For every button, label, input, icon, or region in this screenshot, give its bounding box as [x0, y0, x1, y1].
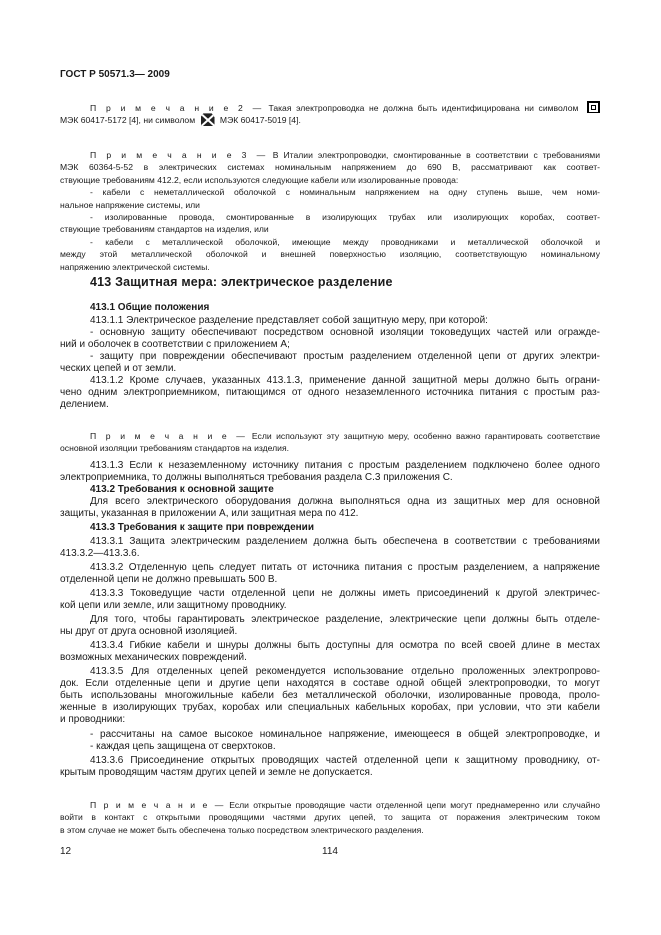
subsection-heading: 413.3 Требования к защите при повреждении	[90, 522, 314, 533]
note-label: П р и м е ч а н и е —	[90, 800, 225, 810]
note-2: П р и м е ч а н и е 2 — Такая электропроводка не должна быть идентифицирована ни символом МЭК 60417-5172 [4], ни символом МЭК 60417-5019 [4].	[60, 101, 600, 127]
crossed-out-symbol-icon	[201, 113, 215, 126]
sheet-number: 114	[322, 846, 338, 857]
note-3: П р и м е ч а н и е 3 — В Италии электропроводки, смонтированные в соответствии с требованиями МЭК 60364-5-52 в электрических системах номинальным напряжением до 690 В, рассматривают как соответ- ствующие требованиям 412.2, если используются следующие кабели или изолированные провода: - кабели с неметаллической оболочкой с номинальным напряжением на одну ступень выше, чем номи- нальное напряжение системы, или - изолированные провода, смонтированные в изолирующих трубах или изолирующих коробах, соответ- ствующие требованиям стандартов на изделия, или - кабели с металлической оболочкой, имеющие между проводниками и металлической оболочкой и между этой металлической оболочкой и внешней поверхностью изоляцию, соответствующую номинальному напряжению электрической системы.	[60, 150, 600, 272]
note-4: П р и м е ч а н и е — Если используют эту защитную меру, особенно важно гарантировать соответствие основной изоляции требованиям стандартов на изделия.	[60, 431, 600, 454]
section-heading: 413 Защитная мера: электрическое разделение	[90, 275, 393, 289]
document-header: ГОСТ Р 50571.3— 2009	[60, 69, 170, 80]
double-insulation-symbol-icon	[587, 101, 600, 113]
note-label: П р и м е ч а н и е 2 —	[90, 103, 264, 113]
subsection-heading: 413.2 Требования к основной защите	[90, 484, 274, 495]
page-number: 12	[60, 846, 72, 857]
subsection-heading: 413.1 Общие положения	[90, 302, 210, 313]
body-block-2: 413.1.3 Если к незаземленному источнику питания с простым разделением подключено более одного электроприемника, то должны выполняться требования раздела С.3 приложения С. 413.2 Требования к основной защите Для всего электрического оборудования должна выполняться одна из защитных мер для основной защиты, указанная в приложении А, или защитная мера по 412. 413.3 Требования к защите при повреждении 413.3.1 Защита электрическим разделением должна быть обеспечена в соответствии с требованиями 413.3.2—413.3.6. 413.3.2 Отделенную цепь следует питать от источника питания с простым разделением, а напряжение отделенной цепи не должно превышать 500 В. 413.3.3 Токоведущие части отделенной цепи не должны иметь присоединений к другой электричес- кой цепи или земле, или защитному проводнику. Для того, чтобы гарантировать электрическое разделение, электрические цепи должны быть отделе- ны друг от друга основной изоляцией. 413.3.4 Гибкие кабели и шнуры должны быть доступны для осмотра по всей своей длине в местах возможных механических повреждений. 413.3.5 Для отделенных цепей рекомендуется использование отдельно проложенных электропрово- док. Если отделенные цепи и другие цепи находятся в составе одной общей электропроводки, то могут быть использованы многожильные кабели без металлической оболочки, изолированные провода, проло- женные в изолирующих трубах, коробах или специальных кабельных коробах, при условии, что эти кабели и проводники: - рассчитаны на самое высокое номинальное напряжение, имеющееся в общей электропроводке, и - каждая цепь защищена от сверхтоков. 413.3.6 Присоединение открытых проводящих частей отделенной цепи к защитному проводнику, от- крытым проводящим частям других цепей и земле не допускается.	[60, 460, 600, 778]
note-label: П р и м е ч а н и е —	[90, 431, 248, 441]
body-block-1: 413.1.1 Электрическое разделение представляет собой защитную меру, при которой: - основную защиту обеспечивают посредством основной изоляции токоведущих частей или огражде- ний и оболочек в соответствии с приложением А; - защиту при повреждении обеспечивают простым разделением отделенной цепи от других электри- ческих цепей и от земли. 413.1.2 Кроме случаев, указанных 413.1.3, применение данной защитной меры должно быть ограни- чено одним электроприемником, питающимся от одного незаземленного источника питания с простым раз- делением.	[60, 315, 600, 410]
note-5: П р и м е ч а н и е — Если открытые проводящие части отделенной цепи могут преднамеренно или случайно войти в контакт с открытыми проводящими частями других цепей, то защита от поражения электрическим током в этом случае не может быть обеспечена только посредством электрического разделения.	[60, 800, 600, 835]
note-label: П р и м е ч а н и е 3 —	[90, 150, 268, 160]
